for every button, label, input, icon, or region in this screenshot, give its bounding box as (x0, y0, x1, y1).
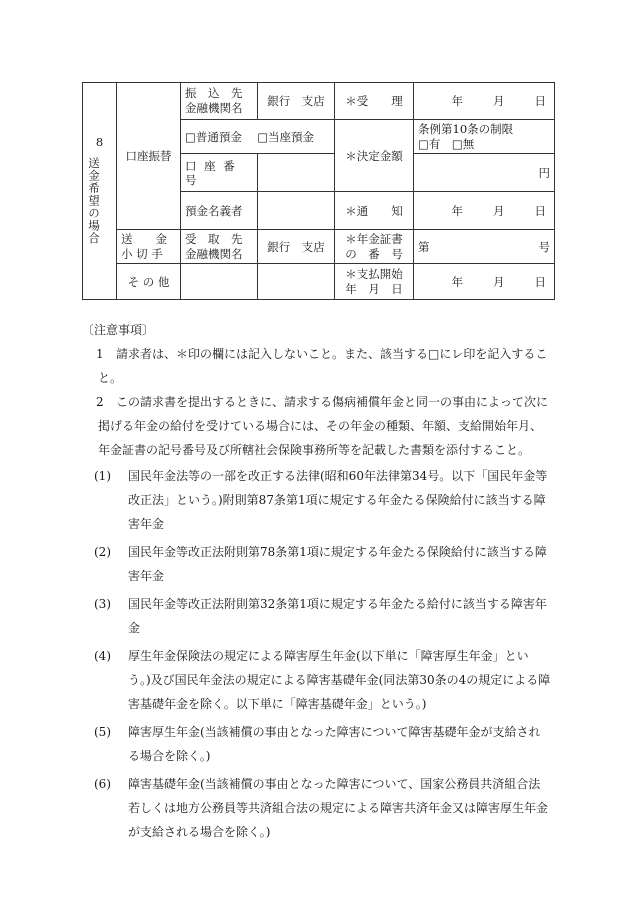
note-subitem-number: (4) (94, 649, 111, 663)
note-subitem-text: 国民年金等改正法附則第78条第1項に規定する年金たる保険給付に該当する障 (128, 545, 547, 559)
note-subitem-1 (94, 464, 552, 536)
note-subitem-text: 国民年金法等の一部を改正する法律(昭和60年法律第34号。以下「国民年金等 (128, 469, 548, 483)
uketsuke-label: ＊受 理 (335, 83, 414, 120)
nenkin-number-field[interactable]: 第 号 (414, 230, 555, 264)
koza-bango-label: 口 座 番 号 (181, 154, 258, 192)
note-subitem-text: 国民年金等改正法附則第32条第1項に規定する年金たる給付に該当する障害年 (128, 597, 547, 611)
note-subitem-text: 害年金 (128, 569, 165, 583)
note-subitem-text: 害基礎年金を除く。以下単に「障害基礎年金」という。) (128, 697, 427, 711)
note-subitem-6 (94, 772, 552, 844)
note-2-subitems (82, 464, 552, 844)
note-item-2: 2 この請求書を提出するときに、請求する傷病補償年金と同一の事由によって次に 掲げる年金の給付を受けている場合には、その年金の種類、年額、支給開始年月、 年金証書の記号番号及び所轄社会保険事務所等を記載した書類を添付すること。 (82, 390, 552, 462)
kettei-amount-field[interactable] (414, 154, 555, 192)
yen-unit: 円 (538, 165, 550, 180)
note-subitem-text: る場合を除く。) (128, 749, 211, 763)
yokin-type-checkboxes[interactable] (181, 120, 335, 154)
note-subitem-2 (94, 540, 552, 588)
koza-bango-field[interactable] (258, 154, 335, 192)
sokin-kogitte-label: 送 金 小 切 手 (117, 230, 181, 264)
jorei-no-checkbox[interactable]: □無 (451, 137, 475, 151)
sonota-label: そ の 他 (117, 264, 181, 300)
sonota-field-1[interactable] (181, 264, 258, 300)
tsuchi-label: ＊通 知 (335, 192, 414, 230)
note-subitem-number: (6) (94, 777, 111, 791)
note-subitem-3 (94, 592, 552, 640)
bank-branch-field[interactable]: 銀行 支店 (258, 83, 335, 120)
jorei-restriction-cell: 条例第10条の制限 □有 □無 (414, 120, 555, 154)
uketsuke-date-field[interactable]: 年 月 日 (414, 83, 555, 120)
note-subitem-text: 改正法」という。)附則第87条第1項に規定する年金たる保険給付に該当する障 (128, 493, 546, 507)
bank-branch-field-2[interactable]: 銀行 支店 (258, 230, 335, 264)
furikomi-label: 振 込 先 金融機関名 (181, 83, 258, 120)
note-subitem-text: 金 (128, 621, 141, 635)
section-heading-cell (83, 83, 117, 300)
note-subitem-number: (1) (94, 469, 111, 483)
toza-checkbox[interactable]: □当座預金 (257, 129, 315, 144)
note-subitem-text: 厚生年金保険法の規定による障害厚生年金(以下単に「障害厚生年金」とい (128, 649, 529, 663)
note-subitem-number: (3) (94, 597, 111, 611)
notes-section (82, 318, 552, 848)
note-subitem-5 (94, 720, 552, 768)
note-subitem-text: 若しくは地方公務員等共済組合法の規定による障害共済年金又は障害厚生年金 (128, 801, 549, 815)
note-subitem-text: が支給される場合を除く。) (128, 825, 271, 839)
futsu-checkbox[interactable]: □普通預金 (185, 129, 242, 144)
note-subitem-text: 障害厚生年金(当該補償の事由となった障害について障害基礎年金が支給され (128, 725, 541, 739)
notes-heading: 〔注意事項〕 (82, 323, 155, 337)
note-subitem-number: (5) (94, 725, 111, 739)
nenkin-shosho-label: ＊年金証書 の 番 号 (335, 230, 414, 264)
note-subitem-text: 害年金 (128, 517, 165, 531)
shiharai-date-field[interactable]: 年 月 日 (414, 264, 555, 300)
sonota-field-2[interactable] (258, 264, 335, 300)
section-title: 送金希望の場合 (87, 156, 101, 245)
koza-furikae-label: 口座振替 (117, 83, 181, 230)
shiharai-kaishi-label: ＊支払開始 年 月 日 (335, 264, 414, 300)
note-subitem-4 (94, 644, 552, 716)
note-item-1: 1 請求者は、＊印の欄には記入しないこと。また、該当する□にレ印を記入するこ と。 (82, 342, 552, 390)
note-1-number: 1 (96, 347, 104, 361)
tsuchi-date-field[interactable]: 年 月 日 (414, 192, 555, 230)
meigi-field[interactable] (258, 192, 335, 230)
kettei-kingaku-label: ＊決定金額 (335, 120, 414, 192)
uketori-label: 受 取 先 金融機関名 (181, 230, 258, 264)
section-number: 8 (95, 134, 104, 149)
note-subitem-number: (2) (94, 545, 111, 559)
remittance-form-table (82, 82, 555, 300)
note-2-number: 2 (96, 395, 104, 409)
jorei-yes-checkbox[interactable]: □有 (418, 137, 441, 151)
note-subitem-text: う。)及び国民年金法の規定による障害基礎年金(同法第30条の4の規定による障 (128, 673, 551, 687)
note-subitem-text: 障害基礎年金(当該補償の事由となった障害について、国家公務員共済組合法 (128, 777, 541, 791)
meigi-label: 預金名義者 (181, 192, 258, 230)
